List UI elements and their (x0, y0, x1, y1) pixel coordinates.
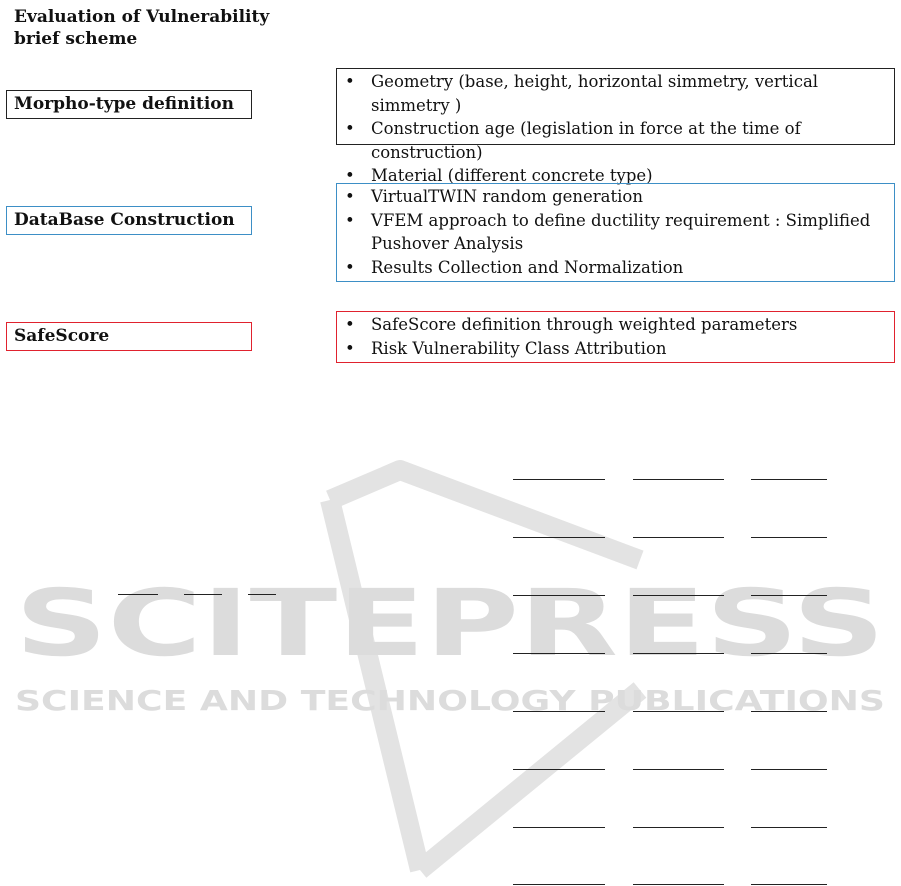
table-rule (513, 884, 605, 885)
safescore-box: SafeScore (6, 322, 252, 351)
table-rule (633, 769, 724, 770)
short-rule (248, 594, 276, 595)
table-rule (751, 827, 827, 828)
table-rule (513, 827, 605, 828)
table-rule (513, 537, 605, 538)
detail-item: • Material (different concrete type) (371, 164, 888, 188)
detail-item: • Geometry (base, height, horizontal simmetry, vertical simmetry ) (371, 70, 888, 117)
detail-item: • Results Collection and Normalization (371, 256, 888, 280)
morpho-type-definition-box: Morpho-type definition (6, 90, 252, 119)
detail-item: • Risk Vulnerability Class Attribution (371, 337, 888, 361)
table-rule (513, 595, 605, 596)
table-rule (751, 479, 827, 480)
table-rule (633, 653, 724, 654)
table-rule (513, 769, 605, 770)
table-rule (633, 711, 724, 712)
short-rule (184, 594, 222, 595)
detail-item: • VFEM approach to define ductility requirement : Simplified Pushover Analysis (371, 209, 888, 256)
table-rule (751, 769, 827, 770)
table-rule (513, 479, 605, 480)
table-rule (751, 711, 827, 712)
table-rule (513, 653, 605, 654)
table-rule (633, 827, 724, 828)
table-rule (751, 884, 827, 885)
table-rule (513, 711, 605, 712)
diagram-title: Evaluation of Vulnerability brief scheme (14, 7, 270, 49)
table-rule (751, 537, 827, 538)
short-rule (118, 594, 158, 595)
detail-item: • Construction age (legislation in force at the time of construction) (371, 117, 888, 164)
detail-item: • VirtualTWIN random generation (371, 185, 888, 209)
table-rule (751, 595, 827, 596)
table-rule (633, 595, 724, 596)
table-rule (751, 653, 827, 654)
table-rule (633, 537, 724, 538)
database-construction-box: DataBase Construction (6, 206, 252, 235)
watermark-scitepress-text: SCITEPRESS (15, 570, 886, 677)
detail-item: • SafeScore definition through weighted parameters (371, 313, 888, 337)
table-rule (633, 884, 724, 885)
watermark-subtitle-text: SCIENCE AND TECHNOLOGY PUBLICATIONS (15, 684, 885, 717)
table-rule (633, 479, 724, 480)
